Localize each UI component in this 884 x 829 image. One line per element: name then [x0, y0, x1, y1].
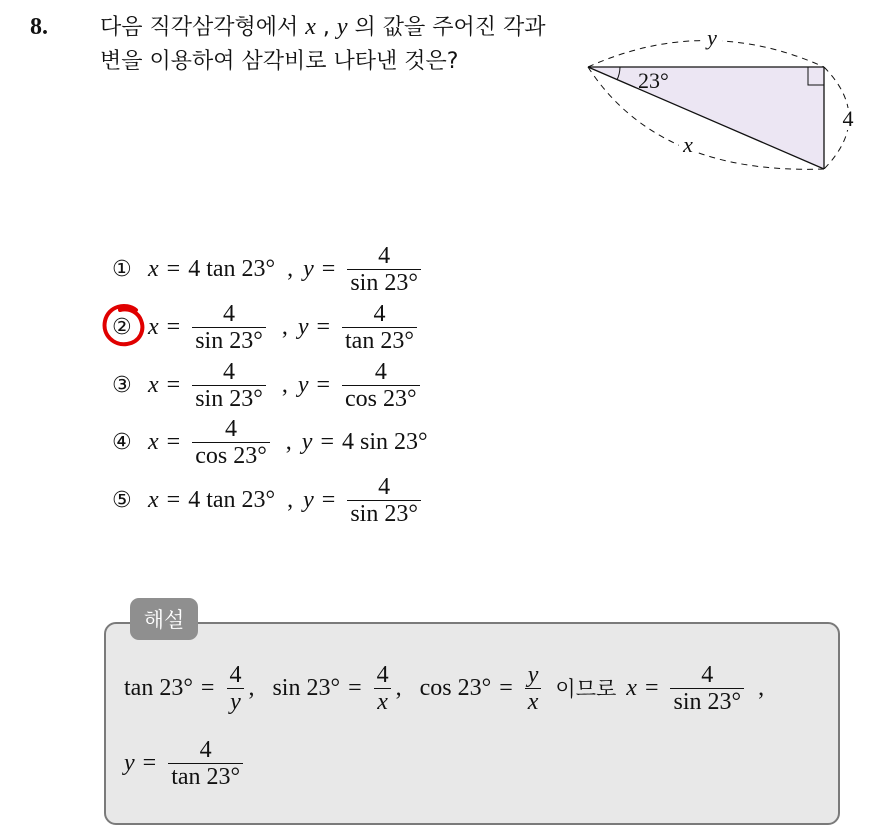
choice-1-y-var: y [303, 255, 314, 282]
choice-1-x-eq: = [166, 255, 181, 282]
choice-2-comma: , [281, 313, 288, 340]
answer-mark-circle [100, 302, 148, 350]
choice-2-y-fraction [342, 301, 417, 354]
choice-5-comma: , [287, 486, 294, 513]
question-number: 8. [30, 14, 48, 40]
choice-4[interactable] [112, 413, 428, 471]
choice-3[interactable] [112, 356, 424, 414]
choice-2-x-numerator: 4 [223, 300, 235, 327]
choice-3-y-var: y [297, 371, 309, 398]
question-text-part1: 다음 직각삼각형에서 [100, 15, 306, 40]
question-sep: , [315, 15, 337, 40]
solution-x-denominator: sin 23° [670, 688, 744, 715]
choice-4-y-eq: = [320, 428, 334, 455]
choice-4-x-numerator: 4 [225, 415, 237, 442]
solution-cos-denominator: x [525, 688, 542, 715]
solution-y-eq: = [142, 749, 157, 776]
choice-5-y-fraction [347, 474, 421, 527]
choice-5-y-numerator: 4 [378, 473, 391, 500]
choice-1-y-fraction [347, 243, 421, 296]
label-x: x [683, 132, 693, 157]
choice-3-x-numerator: 4 [223, 358, 235, 385]
choice-2[interactable] [112, 298, 421, 356]
choice-5-number: ⑤ [112, 487, 132, 513]
choice-4-x-fraction [192, 416, 270, 469]
choice-4-x-eq: = [166, 428, 181, 455]
solution-cos-fraction [525, 662, 542, 715]
choice-5-x-eq: = [166, 486, 181, 513]
choice-2-y-denominator: tan 23° [342, 327, 417, 354]
solution-line-1 [124, 655, 764, 721]
label-4: 4 [842, 106, 854, 131]
solution-y-fraction [168, 737, 243, 790]
solution-cos-eq: = [499, 674, 513, 701]
choice-2-x-denominator: sin 23° [192, 327, 266, 354]
choice-1-y-denominator: sin 23° [347, 269, 421, 296]
solution-y-var: y [124, 749, 135, 776]
choice-5-x-var: x [148, 486, 159, 513]
solution-comma-2: , [395, 674, 402, 701]
choice-3-y-denominator: cos 23° [342, 385, 420, 412]
choice-2-x-eq: = [166, 313, 181, 340]
choice-5-y-eq: = [321, 486, 336, 513]
choice-3-x-eq: = [166, 371, 181, 398]
solution-x-fraction [670, 662, 744, 715]
choice-4-y-var: y [301, 428, 313, 455]
choice-5-y-denominator: sin 23° [347, 500, 421, 527]
choice-5-y-var: y [303, 486, 314, 513]
solution-x-eq: = [644, 674, 659, 701]
solution-sin-fraction [374, 662, 392, 715]
choice-1-x-value: 4 tan 23° [188, 255, 276, 282]
choice-2-x-fraction [192, 301, 266, 354]
question-text-part2: 의 값을 주어진 각과 변을 이용하여 삼각비로 나타낸 것은? [100, 15, 546, 74]
solution-comma-1: , [248, 674, 255, 701]
choice-1-comma: , [287, 255, 294, 282]
solution-tan-denominator: y [227, 688, 244, 715]
solution-tan-fraction [226, 662, 244, 715]
solution-tan-numerator: 4 [229, 661, 242, 688]
solution-tan-lhs: tan 23° [124, 674, 193, 701]
choice-2-y-var: y [297, 313, 309, 340]
choice-3-y-fraction [342, 359, 420, 412]
choice-2-y-eq: = [316, 313, 331, 340]
solution-cos-lhs: cos 23° [419, 674, 492, 701]
triangle-figure [578, 20, 868, 180]
solution-x-numerator: 4 [701, 661, 714, 688]
solution-y-numerator: 4 [199, 736, 212, 763]
question-var-y: y [336, 14, 348, 40]
solution-tag: 해설 [130, 598, 198, 640]
question-var-x: x [305, 14, 316, 40]
choice-3-x-var: x [148, 371, 159, 398]
solution-sin-numerator: 4 [376, 661, 389, 688]
solution-sin-eq: = [348, 674, 362, 701]
choice-2-x-var: x [148, 313, 159, 340]
choice-2-y-numerator: 4 [373, 300, 386, 327]
question-text [100, 10, 550, 79]
label-angle: 23° [638, 68, 669, 93]
choice-4-comma: , [285, 428, 292, 455]
solution-x-var: x [626, 674, 637, 701]
choice-1-x-var: x [148, 255, 159, 282]
solution-cos-numerator: y [527, 661, 539, 688]
choice-4-x-var: x [148, 428, 159, 455]
label-y: y [707, 25, 717, 50]
choice-2-number: ② [112, 314, 132, 340]
solution-box [104, 622, 840, 825]
choice-1-number: ① [112, 256, 132, 282]
choice-3-x-fraction [192, 359, 266, 412]
choice-5-x-value: 4 tan 23° [188, 486, 276, 513]
choice-4-number: ④ [112, 429, 132, 455]
choice-3-number: ③ [112, 372, 132, 398]
solution-sin-lhs: sin 23° [272, 674, 341, 701]
choice-4-y-value: 4 sin 23° [342, 428, 428, 455]
choice-1-y-eq: = [321, 255, 336, 282]
choice-5[interactable] [112, 471, 425, 529]
solution-tan-eq: = [200, 674, 215, 701]
solution-y-denominator: tan 23° [168, 763, 243, 790]
solution-line-2 [124, 732, 247, 794]
choice-3-y-eq: = [316, 371, 331, 398]
choice-3-comma: , [281, 371, 288, 398]
choice-4-x-denominator: cos 23° [192, 442, 270, 469]
solution-connector: 이므로 [555, 677, 617, 701]
choice-3-y-numerator: 4 [374, 358, 387, 385]
solution-comma-3: , [758, 674, 765, 701]
choice-3-x-denominator: sin 23° [192, 385, 266, 412]
choice-1[interactable] [112, 240, 425, 298]
solution-sin-denominator: x [374, 688, 391, 715]
choice-1-y-numerator: 4 [378, 242, 391, 269]
answer-mark-stroke [105, 306, 143, 344]
